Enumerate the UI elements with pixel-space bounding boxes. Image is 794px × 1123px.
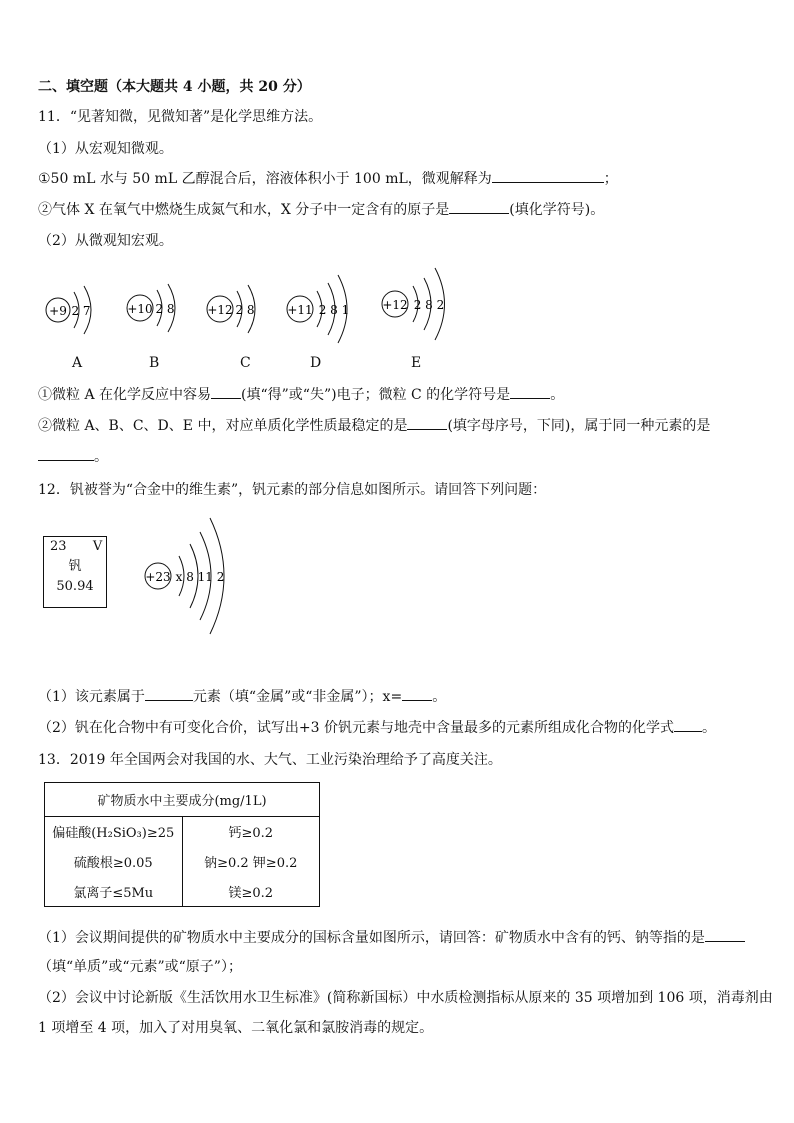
answer-blank[interactable]: [674, 719, 702, 732]
q12-part2: [38, 719, 716, 737]
q11-p2-1-text-a: ①微粒 A 在化学反应中容易: [38, 387, 212, 403]
shell-electrons: 2 8 2: [413, 298, 445, 312]
q11-p2-1-text-c: 。: [550, 387, 565, 403]
q11-p1-2-end: (填化学符号)。: [509, 202, 605, 218]
answer-blank[interactable]: [38, 448, 94, 461]
q12-p2-text-b: 。: [702, 720, 716, 736]
q11-part1-heading: （1）从宏观知微观。: [38, 141, 173, 157]
answer-blank[interactable]: [211, 386, 241, 399]
q11-p2-2-text-b: (填字母序号，下同)，属于同一种元素的是: [447, 418, 711, 434]
atom-label-d: D: [310, 355, 322, 371]
table-cell: 硫酸根≥0.05: [45, 847, 183, 877]
table-cell: 钙≥0.2: [182, 817, 320, 847]
table-cell: 钠≥0.2 钾≥0.2: [182, 847, 320, 877]
q11-p2-2-text-c: 。: [94, 449, 108, 465]
element-card: [43, 536, 107, 608]
atom-diagram-d: [284, 262, 364, 356]
nucleus-charge: +12: [207, 303, 233, 317]
q13-p1-text-a: （1）会议期间提供的矿物质水中主要成分的国标含量如图所示，请回答：矿物质水中含有的钙、钠等指的是: [38, 930, 705, 946]
shell-electrons: 2 7: [71, 304, 91, 318]
q12-p1-text-a: （1）该元素属于: [38, 689, 145, 705]
table-header: 矿物质水中主要成分(mg/1L): [45, 783, 320, 817]
answer-blank[interactable]: [492, 170, 604, 183]
mineral-water-table: [44, 782, 320, 907]
nucleus-charge: +9: [49, 304, 67, 318]
q12-p1-text-b: 元素（填“金属”或“非金属”）；x=: [192, 689, 403, 705]
element-symbol: V: [92, 539, 103, 554]
q11-part2-item2: [38, 417, 710, 435]
q11-stem: 11．“见著知微，见微知著”是化学思维方法。: [38, 109, 323, 125]
atom-diagram-b: [124, 270, 194, 354]
answer-blank[interactable]: [449, 201, 509, 214]
q11-p2-2-text-a: ②微粒 A、B、C、D、E 中，对应单质化学性质最稳定的是: [38, 418, 408, 434]
q13-stem: 13．2019 年全国两会对我国的水、大气、工业污染治理给予了高度关注。: [38, 752, 502, 768]
atomic-mass: 50.94: [56, 579, 94, 594]
answer-blank[interactable]: [510, 386, 550, 399]
atom-label-c: C: [240, 355, 251, 371]
q11-p1-1-end: ；: [603, 171, 618, 187]
atom-diagram-c: [204, 270, 274, 354]
q11-p2-1-text-b: (填“得”或“失”)电子；微粒 C 的化学符号是: [241, 387, 511, 403]
q11-part1-item1: [38, 170, 618, 188]
q11-part2-heading: （2）从微观知宏观。: [38, 233, 173, 249]
answer-blank[interactable]: [407, 417, 447, 430]
atom-diagram-a: [44, 270, 114, 354]
shell-electrons: 2 8 1: [318, 303, 350, 317]
atom-label-a: A: [72, 355, 83, 371]
atom-label-b: B: [149, 355, 160, 371]
answer-blank[interactable]: [402, 688, 432, 701]
q13-part1-cont: （填“单质”或“元素”或“原子”）；: [38, 959, 242, 975]
q12-part1: [38, 688, 446, 706]
vanadium-atom-diagram: [142, 512, 242, 642]
q13-part2-cont: 1 项增至 4 项，加入了对用臭氧、二氧化氯和氯胺消毒的规定。: [38, 1020, 434, 1036]
nucleus-charge: +11: [287, 303, 313, 317]
q12-p1-text-c: 。: [432, 689, 447, 705]
element-number-symbol: [44, 537, 106, 557]
section-title: 二、填空题（本大题共 4 小题，共 20 分）: [38, 79, 311, 95]
q11-part2-item1: [38, 386, 564, 404]
nucleus-charge: +10: [127, 302, 153, 316]
shell-electrons: x 8 11 2: [175, 570, 225, 584]
q11-part1-item2: [38, 201, 604, 219]
nucleus-charge: +12: [382, 298, 408, 312]
answer-blank[interactable]: [705, 929, 745, 942]
q13-part2: （2）会议中讨论新版《生活饮用水卫生标准》(简称新国标）中水质检测指标从原来的 35 项增加到 106 项，消毒剂由: [38, 990, 773, 1006]
atom-diagram-e: [378, 256, 463, 350]
q12-stem: 12．钒被誉为“合金中的维生素”，钒元素的部分信息如图所示。请回答下列问题：: [38, 482, 547, 498]
atom-label-e: E: [411, 355, 422, 371]
answer-blank[interactable]: [145, 688, 193, 701]
shell-electrons: 2 8: [235, 303, 255, 317]
atomic-number: 23: [50, 539, 67, 554]
q11-p1-1-text: ①50 mL 水与 50 mL 乙醇混合后，溶液体积小于 100 mL，微观解释为: [38, 171, 492, 187]
nucleus-charge: +23: [145, 570, 171, 584]
table-cell: 偏硅酸(H₂SiO₃)≥25: [45, 817, 183, 847]
shell-electrons: 2 8: [155, 302, 175, 316]
q11-part2-item2-cont: [38, 448, 108, 466]
table-cell: 镁≥0.2: [182, 877, 320, 907]
q13-part1: [38, 929, 745, 947]
table-cell: 氯离子≤5Mu: [45, 877, 183, 907]
element-name: 钒: [68, 559, 82, 574]
q11-p1-2-text: ②气体 X 在氧气中燃烧生成氮气和水，X 分子中一定含有的原子是: [38, 202, 450, 218]
q12-p2-text-a: （2）钒在化合物中有可变化合价，试写出+3 价钒元素与地壳中含量最多的元素所组成化合物的化学式: [38, 720, 674, 736]
